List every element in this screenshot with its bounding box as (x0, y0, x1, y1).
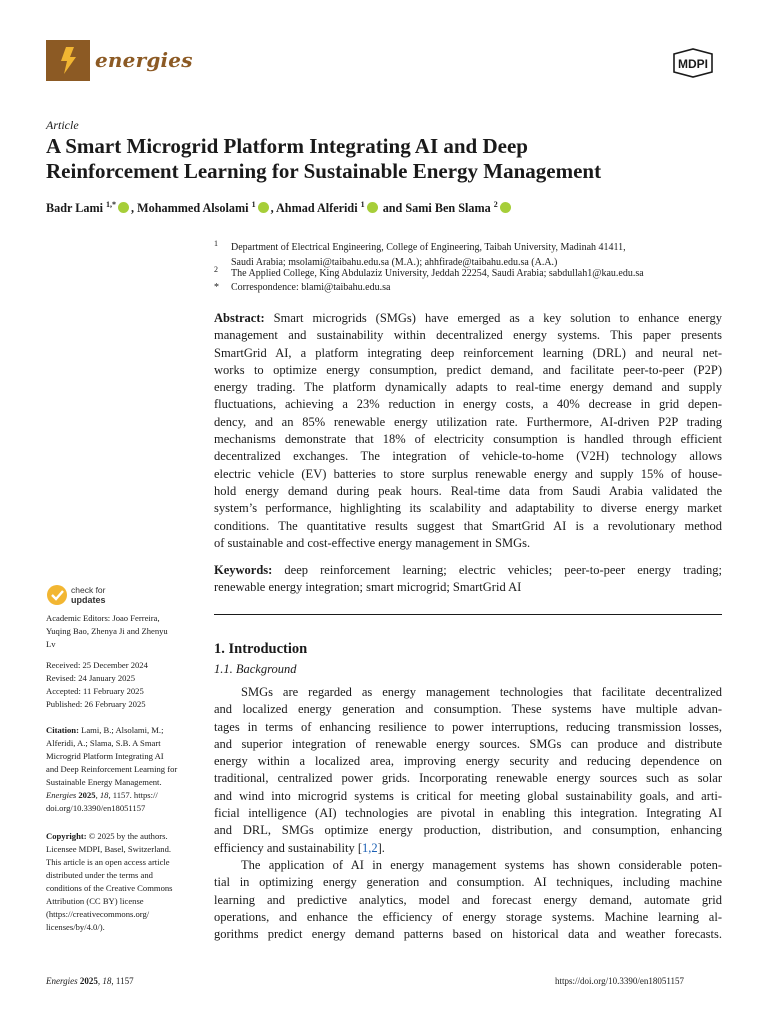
footer-doi-link[interactable]: https://doi.org/10.3390/en18051157 (555, 976, 685, 986)
abstract-line: fluctuations, achieving a 23% reduction in energy costs, a 40% decrease in grid depen- (214, 397, 722, 412)
license-link[interactable]: licenses/by/4.0/). (46, 922, 105, 932)
abstract (214, 310, 722, 552)
keywords-label: Keywords: (214, 563, 273, 577)
author-sup: 1 (251, 200, 256, 209)
paragraph-line: SMGs are regarded as energy management technologies that facilitate decentralized (241, 685, 722, 699)
received-date: Received: 25 December 2024 (46, 660, 148, 670)
paragraph-line: operations, and enhance the efficiency of energy storage systems. Machine learning al- (214, 909, 722, 924)
paragraph-line: learning and predictive analytics, model and forecast energy demand, automate grid (214, 892, 722, 907)
citation-doi-link[interactable]: doi.org/10.3390/en18051157 (46, 803, 146, 813)
editors-label: Academic Editors: (46, 613, 111, 623)
section-divider (214, 614, 722, 615)
check-updates-line-1: check for (71, 585, 106, 595)
abstract-line: system’s performance, highlighting its scalability and adaptability to diverse energy market (214, 501, 722, 516)
orcid-icon[interactable] (500, 202, 511, 213)
academic-editors: Academic Editors: Joao Ferreira, Yuqing Bao, Zhenya Ji and Zhenyu Lv (46, 613, 168, 649)
affiliation-number: * (214, 282, 219, 293)
abstract-line: SmartGrid AI, a platform integrating deep reinforcement learning (DRL) and neural net- (214, 345, 722, 360)
abstract-line: decentralized exchanges. The integration of vehicle-to-home (V2H) technology allows (214, 449, 722, 464)
license-link[interactable]: (https://creativecommons.org/ (46, 909, 150, 919)
author-name[interactable]: Sami Ben Slama (405, 201, 491, 216)
abstract-line: Abstract: Smart microgrids (SMGs) have emerged as a key solution to enhance energy (214, 311, 722, 325)
citation: Citation: Lami, B.; Alsolami, M.; Alferidi, A.; Slama, S.B. A Smart Microgrid Platform Integrating AI and Deep Reinforcement Learning for Sustainable Energy Management. Energies 2025, 18, 1157. https:// doi.org/10.3390/en18051157 (46, 724, 196, 815)
author-sup: 1,* (106, 200, 117, 209)
affiliation-text: The Applied College, King Abdulaziz University, Jeddah 22254, Saudi Arabia; sabdullah1@kau.edu.sa (231, 268, 644, 279)
mdpi-logo[interactable] (666, 48, 720, 78)
publisher-name: MDPI (678, 57, 708, 71)
abstract-line: works to optimize energy consumption, predict demand, and facilitate peer-to-peer (P2P) (214, 362, 722, 377)
lightning-bolt-icon (46, 40, 90, 81)
keywords: Keywords: deep reinforcement learning; electric vehicles; peer-to-peer energy trading; renewable energy integration; smart microgrid; SmartGrid AI (214, 563, 722, 595)
copyright-notice: Copyright: © 2025 by the authors. Licensee MDPI, Basel, Switzerland. This article is an open access article distributed under the terms and conditions of the Creative Commons Attribution (CC BY) license (https://creativecommons.org/ licenses/by/4.0/). (46, 830, 196, 934)
author-name[interactable]: Mohammed Alsolami (137, 201, 249, 216)
author-name[interactable]: Ahmad Alferidi (276, 201, 358, 216)
check-updates-line-2: updates (71, 595, 106, 605)
correspondence: Correspondence: blami@taibahu.edu.sa (231, 282, 391, 293)
introduction-body (214, 684, 722, 943)
paragraph-line: traditional, centralized power grids. Incorporating renewable energy sources such as solar (214, 771, 722, 786)
accepted-date: Accepted: 11 February 2025 (46, 686, 144, 696)
paragraph-line: and DRL, SMGs optimize energy production, distribution, and consumption, enhancing (214, 823, 722, 838)
title-line-1: A Smart Microgrid Platform Integrating AI and Deep (46, 134, 528, 158)
abstract-line: energy trading. The platform dynamically adapts to real-time energy demand and supply (214, 380, 722, 395)
journal-logo (46, 40, 90, 81)
paragraph-line: gorithms predict energy demand patterns based on historical data and weather forecasts. (214, 927, 722, 942)
reference-link[interactable]: 1 (362, 840, 369, 855)
paragraph-line: energy within a localized area, improving energy security and reducing dependence on (214, 754, 722, 769)
footer-citation: Energies 2025, 18, 1157 (46, 976, 134, 986)
revised-date: Revised: 24 January 2025 (46, 673, 136, 683)
reference-link[interactable]: 2 (371, 840, 378, 855)
paragraph-line: The application of AI in energy management systems has shown considerable poten- (241, 857, 722, 872)
paragraph-line: and superior integration of renewable energy sources. SMGs can produce and distribute (214, 736, 722, 751)
orcid-icon[interactable] (367, 202, 378, 213)
abstract-line: of sustainable and cost-effective energy management in SMGs. (214, 535, 531, 550)
paper-title (46, 134, 726, 184)
paragraph-line: tial in optimizing energy generation and consumption. AI techniques, including machine (214, 875, 722, 890)
author-name[interactable]: Badr Lami (46, 201, 103, 216)
author-sup: 2 (493, 200, 498, 209)
paragraph-line: and wind into microgrid systems is critical for meeting global sustainability goals, and arti- (214, 788, 722, 803)
copyright-label: Copyright: (46, 831, 87, 841)
paragraph-line: ficial intelligence (AI) technologies are pivotal in enabling this integration. Integrating AI (214, 806, 722, 821)
abstract-label: Abstract: (214, 311, 265, 325)
abstract-line: mechanisms demonstrate that 18% of electricity consumption is handled through efficient (214, 432, 722, 447)
paragraph-line: tages in terms of enhancing resilience to power interruptions, reducing transmission losses, (214, 719, 722, 734)
abstract-line: hold energy demand during peak hours. Real-time data from Saudi Arabia validated the (214, 483, 722, 498)
abstract-line: management and sustainability within decentralized energy systems. This paper presents (214, 328, 722, 343)
abstract-line: dency, and an 85% renewable energy utilization rate. Furthermore, AI-driven P2P trading (214, 414, 722, 429)
orcid-icon[interactable] (118, 202, 129, 213)
abstract-line: electric vehicle (EV) batteries to store surplus renewable energy and supply 15% of house- (214, 466, 722, 481)
paragraph-line: efficiency and sustainability [1,2]. (214, 840, 385, 855)
affiliation-number: 1 (214, 239, 218, 248)
citation-label: Citation: (46, 725, 79, 735)
orcid-icon[interactable] (258, 202, 269, 213)
published-date: Published: 26 February 2025 (46, 699, 146, 709)
title-line-2: Reinforcement Learning for Sustainable Energy Management (46, 159, 602, 183)
article-type: Article (46, 118, 79, 132)
paragraph-line: and localized energy generation and consumption. These systems have multiple advan- (214, 702, 722, 717)
section-heading: 1. Introduction (214, 641, 308, 657)
author-list: Badr Lami $^{1,*}$ , Mohammed Alsolami $^1$ , Ahmad Alferidi $^1$ and Sami Ben Slama $^2$ (46, 200, 513, 216)
abstract-line: conditions. The quantitative results suggest that SmartGrid AI is a revolutionary method (214, 518, 722, 533)
affiliation-text: Department of Electrical Engineering, College of Engineering, Taibah University, Madinah 41411, (231, 242, 626, 253)
publication-dates (46, 659, 196, 711)
journal-name[interactable]: energies (95, 48, 193, 72)
subsection-heading: 1.1. Background (214, 662, 297, 676)
author-sup: 1 (360, 200, 365, 209)
check-for-updates-badge[interactable] (46, 583, 126, 607)
affiliation-text: Saudi Arabia; msolami@taibahu.edu.sa (M.A.); ahhfirade@taibahu.edu.sa (A.A.) (231, 257, 558, 268)
affiliation-number: 2 (214, 265, 218, 274)
